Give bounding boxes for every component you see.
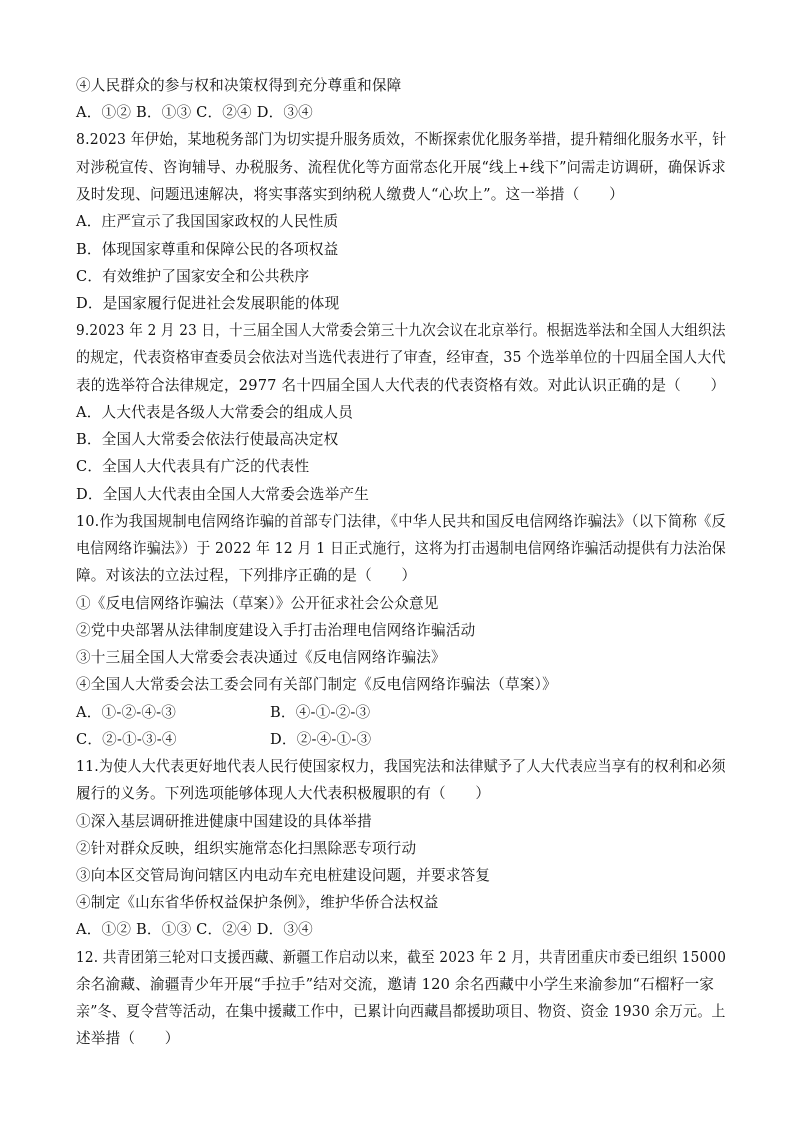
q8-stem-line-3: 及时发现、问题迅速解决，将实事落实到纳税人缴费人“心坎上”。这一举措（ ） [76,186,624,203]
q11-item-3: ③向本区交管局询问辖区内电动车充电桩建设问题，并要求答复 [76,867,491,884]
q8-choice-a: A．庄严宣示了我国国家政权的人民性质 [76,213,339,230]
q11-item-4: ④制定《山东省华侨权益保护条例》，维护华侨合法权益 [76,894,439,911]
q11-answer-choices: A．①② B．①③ C．②④ D．③④ [76,921,313,938]
q12-stem-line-2: 余名渝藏、渝疆青少年开展“手拉手”结对交流，邀请 120 余名西藏中小学生来渝参加“石榴籽一家 [76,976,715,993]
q10-choice-c: C．②-①-③-④ [76,731,177,748]
q9-stem-line-1: 9.2023 年 2 月 23 日，十三届全国人大常委会第三十九次会议在北京举行。根据选举法和全国人大组织法 [76,322,726,339]
q12-stem-line-4: 述举措（ ） [76,1030,180,1047]
q10-choice-b: B．④-①-②-③ [270,704,371,721]
q10-choice-d: D．②-④-①-③ [270,731,372,748]
q10-item-4: ④全国人大常委会法工委会同有关部门制定《反电信网络诈骗法（草案）》 [76,676,557,693]
q8-choice-b: B．体现国家尊重和保障公民的各项权益 [76,241,339,258]
q11-stem-line-2: 履行的义务。下列选项能够体现人大代表积极履职的有（ ） [76,785,491,802]
q10-item-2: ②党中央部署从法律制度建设入手打击治理电信网络诈骗活动 [76,622,476,639]
q9-stem-line-2: 的规定，代表资格审查委员会依法对当选代表进行了审查，经审查，35 个选举单位的十四届全国人大代 [76,349,726,366]
q8-stem-line-1: 8.2023 年伊始，某地税务部门为切实提升服务质效，不断探索优化服务举措，提升精细化服务水平，针 [76,131,727,148]
q10-stem-line-2: 电信网络诈骗法》）于 2022 年 12 月 1 日正式施行，这将为打击遏制电信网络诈骗活动提供有力法治保 [76,540,726,557]
q8-stem-line-2: 对涉税宣传、咨询辅导、办税服务、流程优化等方面常态化开展“线上+线下”问需走访调研，确保诉求 [76,159,726,176]
q10-choices-row-2 [76,730,726,750]
q12-stem-line-3: 亲”冬、夏令营等活动，在集中援藏工作中，已累计向西藏昌都援助项目、物资、资金 1930 余万元。上 [76,1003,726,1020]
q7-option-4: ④人民群众的参与权和决策权得到充分尊重和保障 [76,77,402,94]
q10-stem-line-3: 障。对该法的立法过程，下列排序正确的是（ ） [76,567,417,584]
q10-stem-line-1: 10.作为我国规制电信网络诈骗的首部专门法律，《中华人民共和国反电信网络诈骗法》（以下简称《反 [76,513,727,530]
q9-choice-a: A．人大代表是各级人大常委会的组成人员 [76,404,354,421]
q10-item-3: ③十三届全国人大常委会表决通过《反电信网络诈骗法》 [76,649,446,666]
q8-choice-c: C．有效维护了国家安全和公共秩序 [76,268,310,285]
q10-choices-row-1 [76,703,726,723]
q11-stem-line-1: 11.为使人大代表更好地代表人民行使国家权力，我国宪法和法律赋予了人大代表应当享有的权利和必须 [76,758,726,775]
q10-choice-a: A．①-②-④-③ [76,704,177,721]
q11-item-2: ②针对群众反映，组织实施常态化扫黑除恶专项行动 [76,840,417,857]
q9-choice-c: C．全国人大代表具有广泛的代表性 [76,458,310,475]
q9-choice-d: D．全国人大代表由全国人大常委会选举产生 [76,486,369,503]
q11-item-1: ①深入基层调研推进健康中国建设的具体举措 [76,813,372,830]
q9-choice-b: B．全国人大常委会依法行使最高决定权 [76,431,339,448]
q7-answer-choices: A．①② B．①③ C．②④ D．③④ [76,104,313,121]
q8-choice-d: D．是国家履行促进社会发展职能的体现 [76,295,340,312]
q9-stem-line-3: 表的选举符合法律规定，2977 名十四届全国人大代表的代表资格有效。对此认识正确的是（ ） [76,377,726,394]
q12-stem-line-1: 12. 共青团第三轮对口支援西藏、新疆工作启动以来，截至 2023 年 2 月，共青团重庆市委已组织 15000 [76,949,727,966]
q10-item-1: ①《反电信网络诈骗法（草案）》公开征求社会公众意见 [76,595,439,612]
